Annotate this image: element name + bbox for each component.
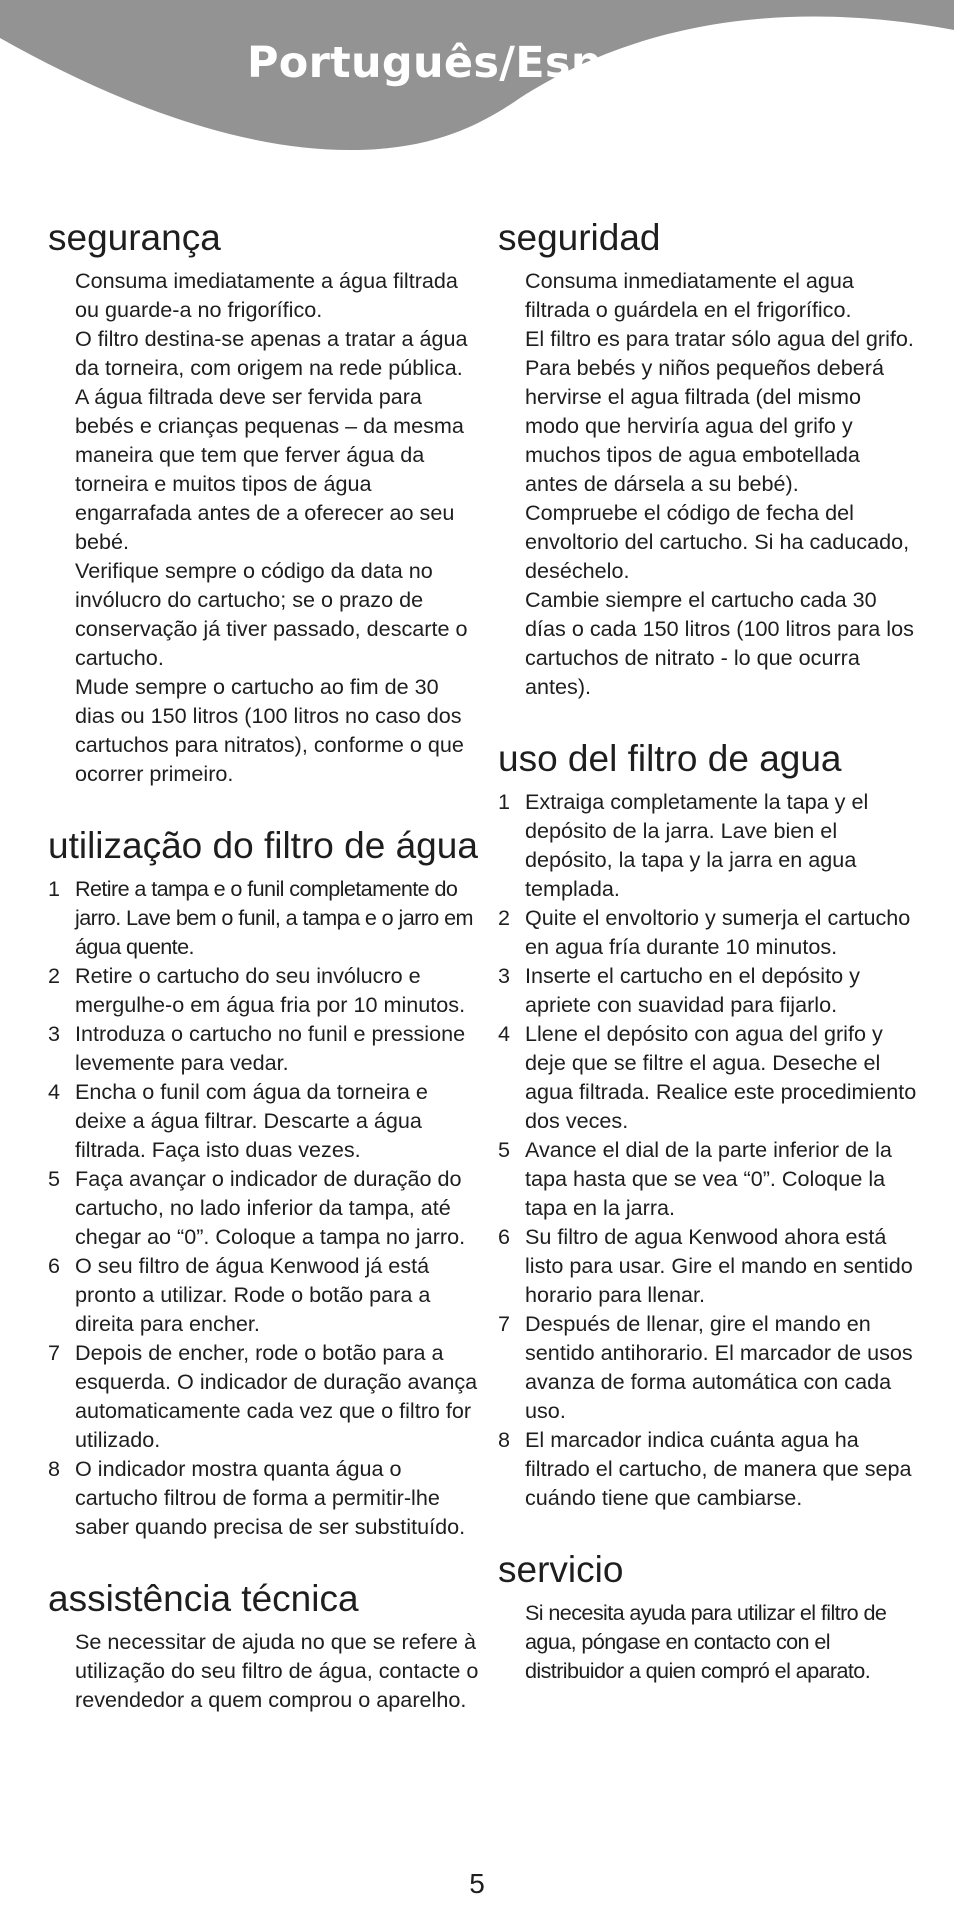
seguranca-line: Verifique sempre o código da data no invólucro do cartucho; se o prazo de conservação já tiver passado, descarte o cartucho. [75,558,468,670]
step-item [498,1019,918,1135]
header-banner [0,0,954,160]
section-seguranca [48,218,484,788]
step-text: Extraiga completamente la tapa y el depósito de la jarra. Lave bien el depósito, la tapa y la jarra en agua templada. [525,789,869,901]
step-number: 1 [48,876,60,901]
seguranca-line: Mude sempre o cartucho ao fim de 30 dias ou 150 litros (100 litros no caso dos cartuchos para nitratos), conforme o que ocorrer primeiro. [75,674,464,786]
step-item [498,1135,918,1222]
section-seguridad [498,218,918,701]
section-utilizacao [48,826,484,1541]
step-number: 5 [48,1166,61,1191]
step-number: 4 [48,1079,61,1104]
step-item [48,1019,484,1077]
heading-utilizacao: utilização do filtro de água [48,825,478,866]
section-servicio [498,1550,918,1685]
step-item [48,1251,484,1338]
step-text: Su filtro de agua Kenwood ahora está listo para usar. Gire el mando en sentido horario para llenar. [525,1224,913,1307]
heading-uso: uso del filtro de agua [498,738,842,779]
portuguese-column [48,218,484,1752]
step-number: 7 [48,1340,61,1365]
uso-steps [498,787,918,1512]
step-number: 3 [498,963,511,988]
step-text: Depois de encher, rode o botão para a esquerda. O indicador de duração avança automaticamente cada vez que o filtro for utilizado. [75,1340,478,1452]
step-number: 7 [498,1311,511,1336]
step-text: Después de llenar, gire el mando en sentido antihorario. El marcador de usos avanza de forma automática con cada uso. [525,1311,913,1423]
step-text: Encha o funil com água da torneira e deixe a água filtrar. Descarte a água filtrada. Faça isto duas vezes. [75,1079,428,1162]
step-item [48,1164,484,1251]
step-number: 6 [498,1224,511,1249]
step-number: 2 [498,905,511,930]
seguridad-line: Para bebés y niños pequeños deberá hervirse el agua filtrada (del mismo modo que herviría agua del grifo y muchos tipos de agua embotellada antes de dársela a su bebé). [525,355,884,496]
step-text: Retire a tampa e o funil completamente do jarro. Lave bem o funil, a tampa e o jarro em água quente. [75,876,473,959]
step-item [498,1309,918,1425]
step-item [48,1077,484,1164]
step-number: 8 [48,1456,61,1481]
step-number: 2 [48,963,61,988]
step-text: Quite el envoltorio y sumerja el cartucho en agua fría durante 10 minutos. [525,905,911,959]
step-text: Retire o cartucho do seu invólucro e mergulhe-o em água fria por 10 minutos. [75,963,466,1017]
section-uso [498,739,918,1512]
step-item [498,1425,918,1512]
utilizacao-steps [48,874,484,1541]
assistencia-text [75,1627,484,1714]
page-number: 5 [469,1868,485,1899]
step-item [498,903,918,961]
step-text: Avance el dial de la parte inferior de la tapa hasta que se vea “0”. Coloque la tapa en la jarra. [525,1137,892,1220]
step-number: 1 [498,789,511,814]
step-item [48,1338,484,1454]
step-text: Introduza o cartucho no funil e pressione levemente para vedar. [75,1021,466,1075]
step-number: 6 [48,1253,61,1278]
spanish-column [498,218,918,1723]
seguranca-line: Consuma imediatamente a água filtrada ou guarde-a no frigorífico. [75,268,458,322]
step-text: Llene el depósito con agua del grifo y deje que se filtre el agua. Deseche el agua filtrada. Realice este procedimiento dos veces. [525,1021,917,1133]
heading-servicio: servicio [498,1549,624,1590]
seguridad-line: Compruebe el código de fecha del envoltorio del cartucho. Si ha caducado, deséchelo. [525,500,910,583]
seguridad-text [525,266,918,701]
step-item [498,961,918,1019]
step-text: Faça avançar o indicador de duração do cartucho, no lado inferior da tampa, até chegar ao “0”. Coloque a tampa no jarro. [75,1166,466,1249]
seguridad-line: El filtro es para tratar sólo agua del grifo. [525,326,914,351]
seguranca-line: O filtro destina-se apenas a tratar a água da torneira, com origem na rede pública. [75,326,468,380]
step-text: El marcador indica cuánta agua ha filtrado el cartucho, de manera que sepa cuándo tiene que cambiarse. [525,1427,912,1510]
step-number: 4 [498,1021,511,1046]
step-item [48,961,484,1019]
seguridad-line: Consuma inmediatamente el agua filtrada o guárdela en el frigorífico. [525,268,854,322]
servicio-text [525,1598,918,1685]
seguranca-line: A água filtrada deve ser fervida para bebés e crianças pequenas – da mesma maneira que tem que ferver água da torneira e muitos tipos de água engarrafada antes de a oferecer ao seu bebé. [75,384,464,554]
step-text: Inserte el cartucho en el depósito y apriete con suavidad para fijarlo. [525,963,860,1017]
step-number: 8 [498,1427,511,1452]
page-title: Português/Español [246,38,708,88]
heading-assistencia: assistência técnica [48,1578,359,1619]
step-item [498,1222,918,1309]
step-item [498,787,918,903]
heading-seguranca: segurança [48,217,221,258]
step-item [48,1454,484,1541]
seguranca-text [75,266,484,788]
step-item [48,874,484,961]
assistencia-paragraph: Se necessitar de ajuda no que se refere à utilização do seu filtro de água, contacte o revendedor a quem comprou o aparelho. [75,1629,479,1712]
seguridad-line: Cambie siempre el cartucho cada 30 días o cada 150 litros (100 litros para los cartuchos de nitrato - lo que ocurra antes). [525,587,914,699]
step-text: O indicador mostra quanta água o cartucho filtrou de forma a permitir-lhe saber quando precisa de ser substituído. [75,1456,466,1539]
step-number: 3 [48,1021,61,1046]
heading-seguridad: seguridad [498,217,661,258]
step-text: O seu filtro de água Kenwood já está pronto a utilizar. Rode o botão para a direita para encher. [75,1253,431,1336]
step-number: 5 [498,1137,511,1162]
servicio-paragraph: Si necesita ayuda para utilizar el filtro de agua, póngase en contacto con el distribuidor a quien compró el aparato. [525,1600,887,1683]
section-assistencia [48,1579,484,1714]
